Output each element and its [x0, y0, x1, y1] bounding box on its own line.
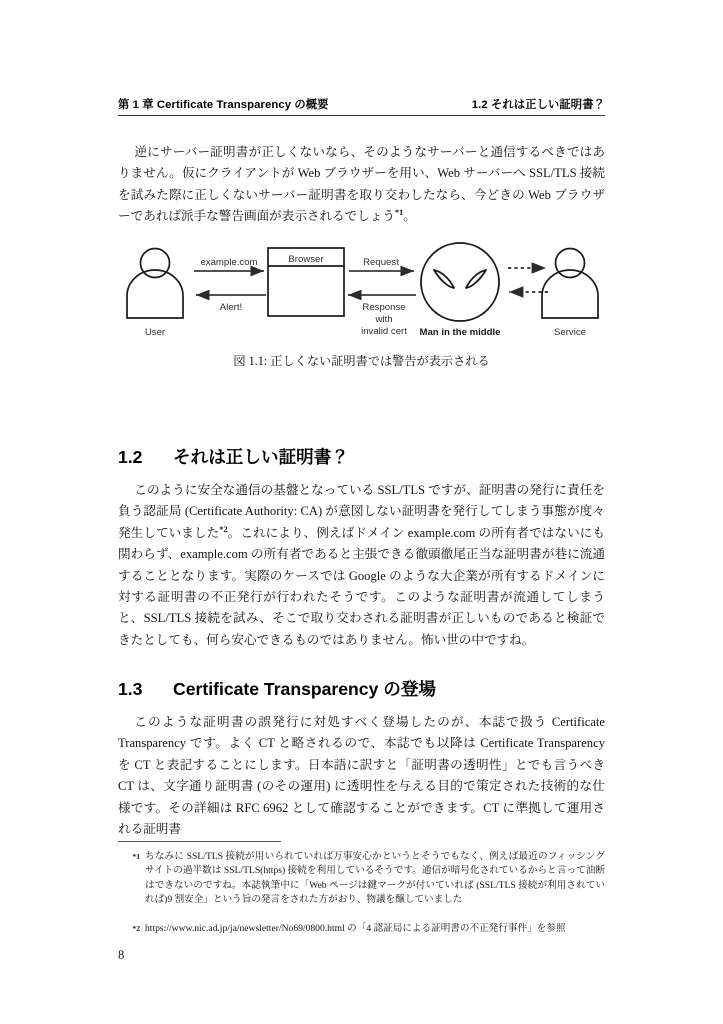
section-heading-1-2 — [118, 444, 618, 469]
user-label: User — [144, 327, 166, 338]
section-1-3-number: 1.3 — [118, 679, 143, 699]
arrow-label-alert: Alert! — [219, 302, 243, 313]
figure-1-1 — [118, 240, 605, 352]
section-1-2-number: 1.2 — [118, 447, 143, 467]
section-1-2-title: それは正しい証明書？ — [173, 447, 349, 467]
running-header-section-title: それは正しい証明書？ — [491, 99, 605, 111]
section-1-2-body — [118, 480, 605, 651]
intro-paragraph-tail: 。 — [403, 209, 416, 224]
footnote-1-marker: *1 — [132, 852, 140, 861]
section-heading-1-3 — [118, 676, 618, 701]
section-1-3-title: Certificate Transparency の登場 — [173, 679, 437, 699]
footnote-2-marker: *2 — [132, 924, 140, 933]
evil-face-icon — [421, 243, 499, 321]
footnote-1-text: ちなみに SSL/TLS 接続が用いられていれば万事安心かというとそうでもなく、例えば最近のフィッシングサイトの過半数は SSL/TLS(https) 接続を利用しているそうです。通信が暗号化されているからと言って油断はできないのですね。本誌執筆中に「Web ページは鍵マークが付いていれば (SSL/TLS 接続が利用されていれば)9 割安全」という旨の発言をされた方がおり、物議を醸していました — [145, 851, 605, 905]
footnote-separator-rule — [118, 841, 281, 842]
footnote-ref-1: *1 — [394, 208, 404, 218]
arrow-label-example-domain: example.com — [200, 257, 258, 268]
section-1-2-body-part2: 。これにより、例えばドメイン example.com の所有者ではないにも関わらず、example.com の所有者であると主張できる徹頭徹尾正当な証明書が巷に流通することとなります。実際のケースでは Google のような大企業が所有するドメインに対する証明書の不正発行が行われたそうです。このような証明書が流通してしまうと、SSL/TLS 接続を試み、そこで取り交わされる証明書が正しいものであると検証できたとしても、何ら安心できるものではありません。怖い世の中ですね。 — [118, 525, 605, 647]
header-rule — [118, 115, 605, 116]
running-header-chapter: 第 1 章 Certificate Transparency の概要 — [118, 99, 329, 111]
running-header — [118, 96, 605, 112]
mitm-label: Man in the middle — [419, 327, 501, 338]
service-icon — [542, 249, 598, 319]
running-header-section — [472, 96, 605, 112]
section-1-2-body-part1: このように安全な通信の基盤となっている SSL/TLS ですが、証明書の発行に責任を負う認証局 (Certificate Authority: CA) が意図しない証明書を発行してしまう事態が度々発生していました — [118, 483, 605, 540]
figure-caption: 図 1.1: 正しくない証明書では警告が表示される — [233, 354, 490, 368]
evil-eye-left — [434, 270, 454, 288]
arrow-label-response-3: invalid cert — [361, 326, 407, 337]
footnote-2-text: https://www.nic.ad.jp/ja/newsletter/No69/0800.html の「4 認証局による証明書の不正発行事件」を参照 — [145, 923, 566, 934]
user-icon — [127, 249, 183, 319]
service-label: Service — [554, 327, 586, 338]
section-1-3-body: このような証明書の誤発行に対処すべく登場したのが、本誌で扱う Certificate Transparency です。よく CT と略されるので、本誌でも以降は Certificate Transparency を CT と表記することにします。日本語に訳すと「証明書の透明性」とでも言うべき CT は、文字通り証明書 (のその運用) に透明性を与える目的で策定された技術的な仕様です。その詳細は RFC 6962 として確認することができます。CT に準拠して運用される証明書 — [118, 715, 605, 837]
intro-paragraph — [118, 142, 605, 228]
footnote-ref-2: *2 — [219, 524, 228, 534]
arrow-label-response-1: Response — [362, 302, 406, 313]
running-header-section-number: 1.2 — [471, 99, 488, 111]
evil-eye-right — [466, 270, 486, 288]
footnote-2 — [118, 922, 605, 936]
arrow-label-response-2: with — [375, 314, 393, 325]
browser-label: Browser — [288, 254, 324, 265]
intro-paragraph-text: 逆にサーバー証明書が正しくないなら、そのようなサーバーと通信するべきではありません。仮にクライアントが Web ブラウザーを用い、Web サーバーへ SSL/TLS 接続を試みた際に正しくないサーバー証明書を取り交わしたなら、今どきの Web ブラウザーであれば派手な警告画面が表示されるでしょう — [118, 145, 605, 224]
arrow-label-request: Request — [363, 257, 399, 268]
footnote-1 — [118, 850, 605, 907]
figure-1-1-diagram — [118, 240, 605, 352]
page-number: 8 — [118, 948, 125, 962]
